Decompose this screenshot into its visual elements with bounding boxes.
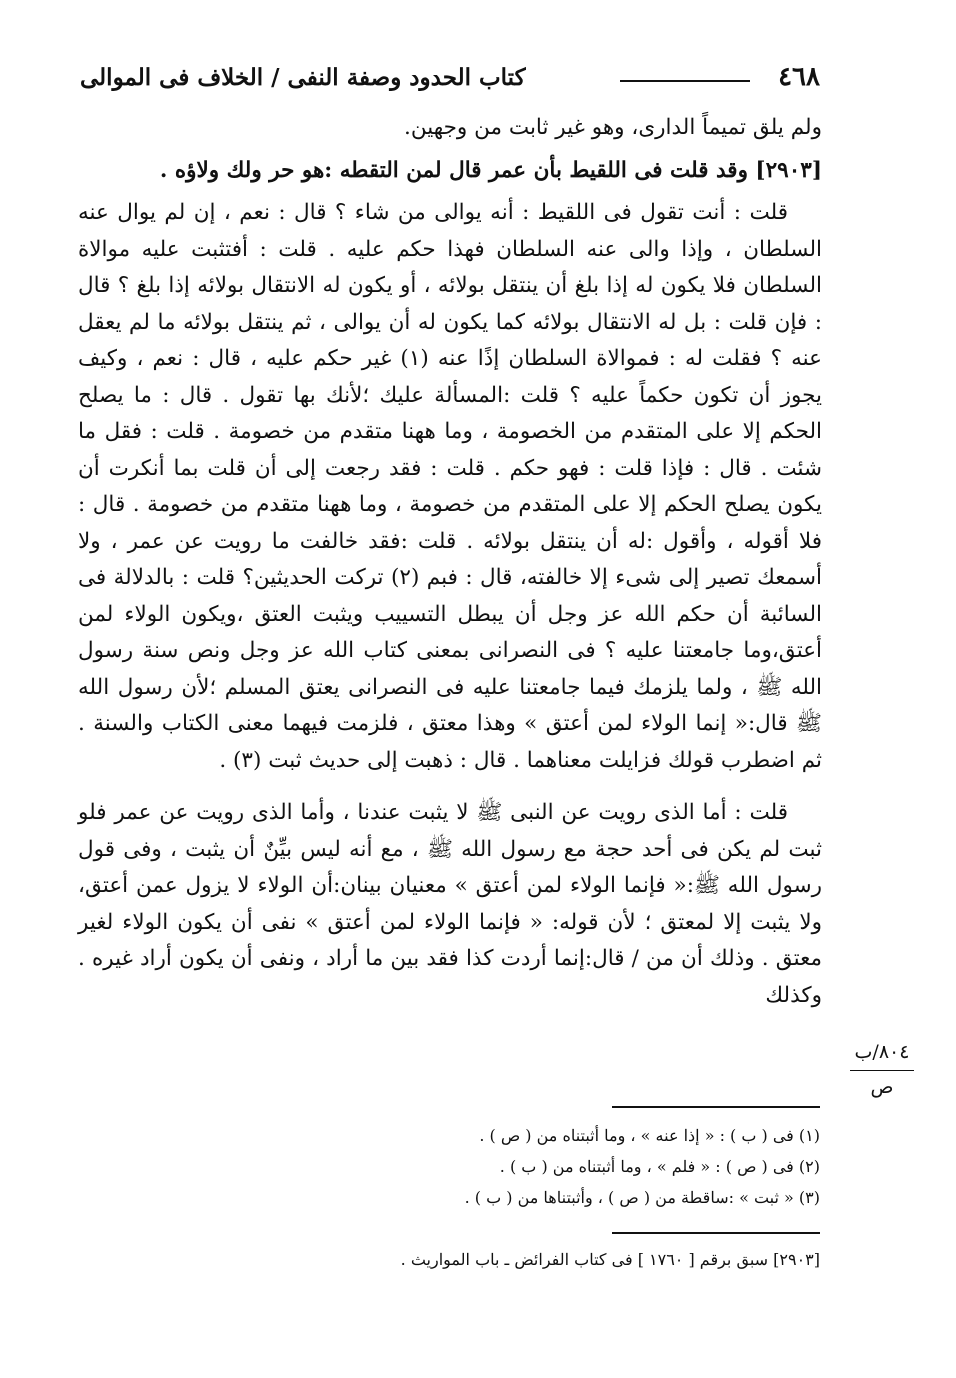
manuscript-siglum: ص xyxy=(870,1076,894,1098)
source-divider xyxy=(612,1232,820,1234)
paragraph: قلت : أما الذى رويت عن النبى ﷺ لا يثبت عندنا ، وأما الذى رويت عن عمر فلو ثبت لم يكن فى أحد حجة مع رسول الله ﷺ ، مع أنه ليس بيِّنٌ أن يثبت ، وفى قول رسول الله ﷺ:« فإنما الولاء لمن أعتق » معنيان بينان:أن الولاء لا يزول عمن أعتق، ولا يثبت إلا لمعتق ؛ لأن قوله: « فإنما الولاء لمن أعتق » نفى أن يكون الولاء لغير معتق . وذلك أن من / قال:إنما أردت كذا فقد بين ما أراد ، ونفى أن يكون أراد غيره . وكذلك xyxy=(78,800,822,1008)
footnote: (٣) « ثبت » :ساقطة من ( ص ) ، وأثبتناها من ( ب ) . xyxy=(464,1188,820,1207)
folio-rule xyxy=(850,1070,914,1071)
lead-line: ولم يلق تميماً الدارى، وهو غير ثابت من وجهين. xyxy=(404,115,822,140)
source-note: [٢٩٠٣] سبق برقم [ ١٧٦٠ ] فى كتاب الفرائض ـ باب المواريث . xyxy=(400,1250,820,1269)
running-title: كتاب الحدود وصفة النفى / الخلاف فى الموالى xyxy=(80,64,526,91)
footnote: (٢) فى ( ص ) : « فلم » ، وما أثبتناه من ( ب ) . xyxy=(499,1157,820,1176)
section-heading: [٢٩٠٣] وقد قلت فى اللقيط بأن عمر قال لمن التقطه :هو حر ولك ولاؤه . xyxy=(159,157,822,183)
page-header xyxy=(80,60,820,100)
paragraph: قلت : أنت تقول فى اللقيط : أنه يوالى من شاء ؟ قال : نعم ، إن لم يوال عنه السلطان ، وإذا والى عنه السلطان فهذا حكم عليه . قلت : أفتثبت عليه موالاة السلطان فلا يكون له إذا بلغ أن ينتقل بولائه ، أو يكون له الانتقال بولائه إذا بلغ ؟ قال : فإن قلت : بل له الانتقال بولائه كما يكون له أن يوالى ، ثم ينتقل بولائه ما لم يعقل عنه ؟ فقلت له : فموالاة السلطان إذًا عنه (١) غير حكم عليه ، قال : نعم ، وكيف يجوز أن تكون حكماً عليه ؟ قلت :المسألة عليك ؛لأنك بها تقول . قال : ما يصلح الحكم إلا على المتقدم من الخصومة ، وما ههنا متقدم من خصومة . قلت : فقل ما شئت . قال : فإذا قلت : فهو حكم . قلت : فقد رجعت إلى أن قلت بما أنكرت أن يكون يصلح الحكم إلا على المتقدم من خصومة ، وما ههنا متقدم من خصومة . قال : فلا أقوله ، وأقول :له أن ينتقل بولائه . قلت :فقد خالفت ما رويت عن عمر ، ولا أسمعك تصير إلى شىء إلا خالفته، قال : فبم (٢) تركت الحديثين؟ قلت : بالدلالة فى السائبة أن حكم الله عز وجل أن يبطل التسييب ويثبت العتق ،ويكون الولاء لمن أعتق،وما جامعتنا عليه ؟ فى النصرانى بمعنى كتاب الله عز وجل ونص سنة رسول الله ﷺ ، ولما يلزمك فيما جامعتنا عليه فى النصرانى يعتق المسلم ؛لأن رسول الله ﷺ قال:« إنما الولاء لمن أعتق » وهذا معتق ، فلزمت فيهما معنى الكتاب والسنة . ثم اضطرب قولك فزايلت معناهما . قال : ذهبت إلى حديث ثبت (٣) . xyxy=(78,200,823,773)
page-number: ٤٦٨ xyxy=(778,62,820,92)
main-text xyxy=(78,110,822,1014)
footnote-divider xyxy=(612,1106,820,1108)
margin-folio-reference xyxy=(842,1038,922,1101)
footnotes xyxy=(330,1120,820,1213)
footnote: (١) فى ( ب ) : « إذا عنه » ، وما أثبتناه من ( ص ) . xyxy=(479,1126,820,1145)
folio-number: ٨٠٤/ب xyxy=(854,1041,910,1063)
header-rule xyxy=(620,80,750,82)
